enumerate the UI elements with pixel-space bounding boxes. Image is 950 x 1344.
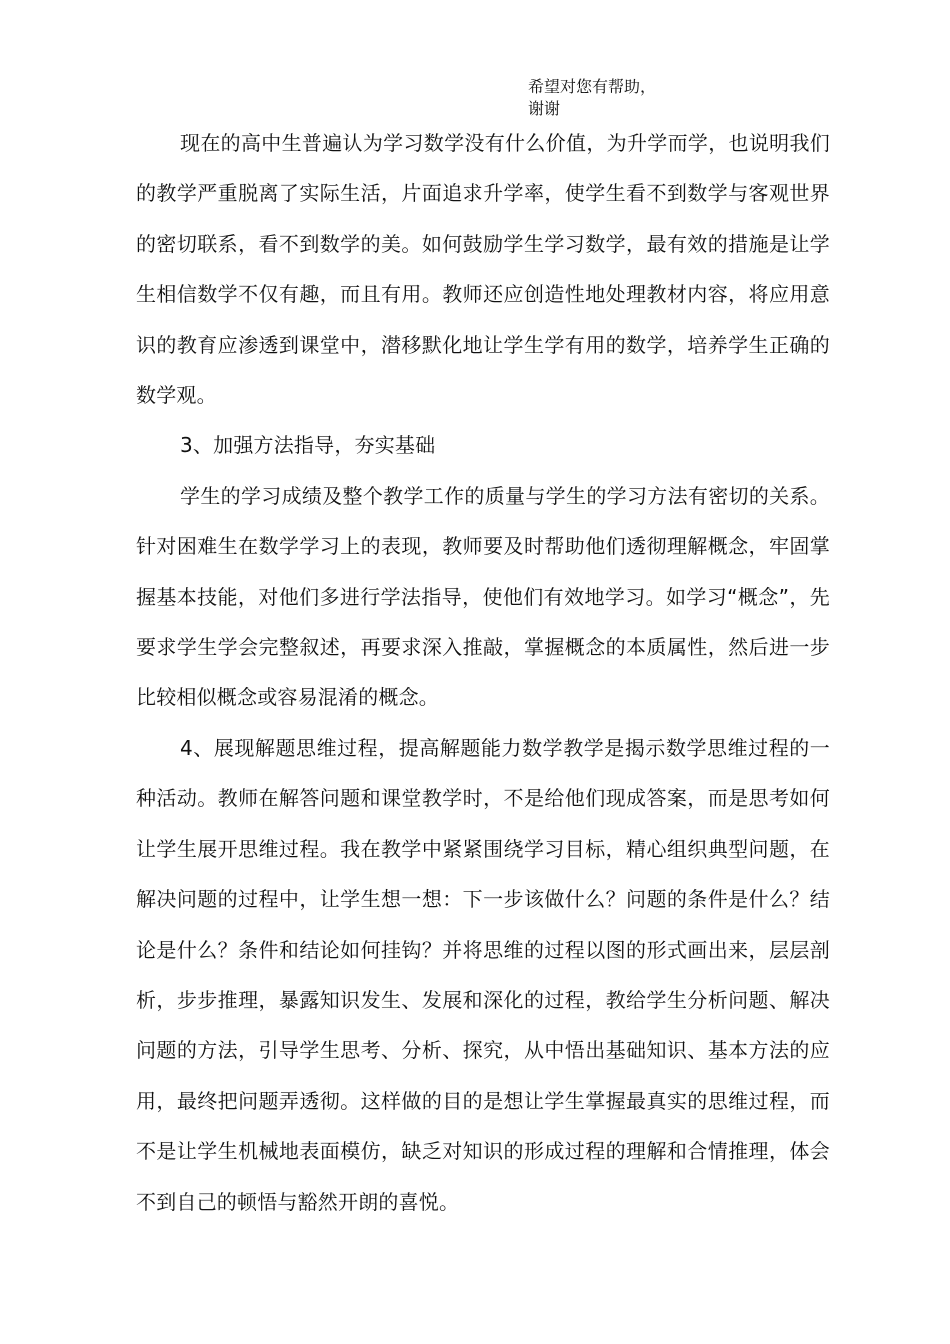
- document-body: [136, 118, 830, 1227]
- header-note-line-1: 希望对您有帮助，: [528, 77, 657, 96]
- paragraph-learning-methods: 学生的学习成绩及整个教学工作的质量与学生的学习方法有密切的关系。针对困难生在数学学习上的表现，教师要及时帮助他们透彻理解概念，牢固掌握基本技能，对他们多进行学法指导，使他们有效地学习。如学习“概念”，先要求学生学会完整叙述，再要求深入推敲，掌握概念的本质属性，然后进一步比较相似概念或容易混淆的概念。: [136, 483, 830, 710]
- paragraph-thinking-process: 4、展现解题思维过程，提高解题能力数学教学是揭示数学思维过程的一种活动。教师在解答问题和课堂教学时，不是给他们现成答案，而是思考如何让学生展开思维过程。我在教学中紧紧围绕学习目标，精心组织典型问题，在解决问题的过程中，让学生想一想：下一步该做什么？问题的条件是什么？结论是什么？条件和结论如何挂钩？并将思维的过程以图的形式画出来，层层剖析，步步推理，暴露知识发生、发展和深化的过程，教给学生分析问题、解决问题的方法，引导学生思考、分析、探究，从中悟出基础知识、基本方法的应用，最终把问题弄透彻。这样做的目的是想让学生掌握最真实的思维过程，而不是让学生机械地表面模仿，缺乏对知识的形成过程的理解和合情推理，体会不到自己的顿悟与豁然开朗的喜悦。: [136, 735, 830, 1214]
- header-note: [528, 76, 656, 120]
- paragraph-math-value: 现在的高中生普遍认为学习数学没有什么价值，为升学而学，也说明我们的教学严重脱离了实际生活，片面追求升学率，使学生看不到数学与客观世界的密切联系，看不到数学的美。如何鼓励学生学习数学，最有效的措施是让学生相信数学不仅有趣，而且有用。教师还应创造性地处理教材内容，将应用意识的教育应渗透到课堂中，潜移默化地让学生学有用的数学，培养学生正确的数学观。: [136, 131, 830, 408]
- section-heading-3: 3、加强方法指导，夯实基础: [180, 433, 436, 458]
- header-note-line-2: 谢谢: [528, 99, 561, 118]
